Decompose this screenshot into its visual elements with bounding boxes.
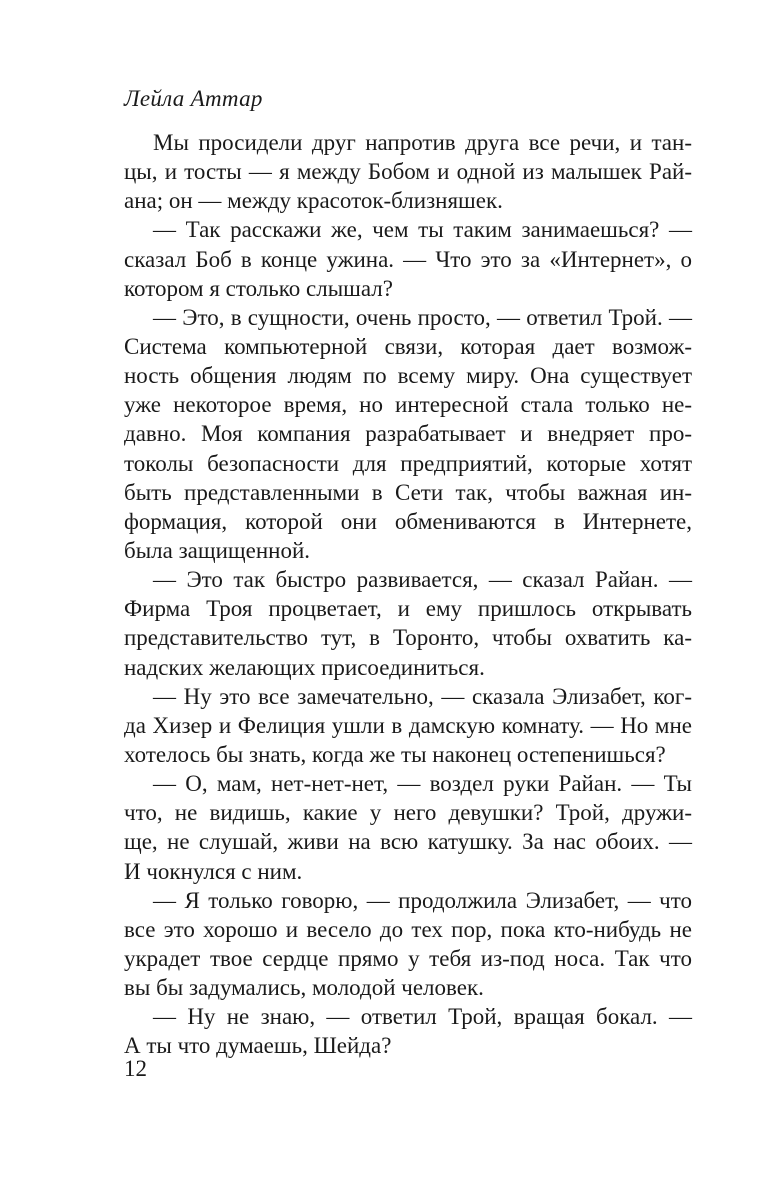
text-line: — Это, в сущности, очень просто, — ответил Трой. — bbox=[153, 304, 692, 330]
text-line: — Это так быстро развивается, — сказал Райан. — bbox=[153, 567, 692, 593]
text-line: сказал Боб в конце ужина. — Что это за «Интернет», о bbox=[124, 246, 692, 272]
text-line: быть представленными в Сети так, чтобы важная ин- bbox=[124, 479, 692, 505]
text-line: украдет твое сердце прямо у тебя из-под носа. Так что bbox=[124, 945, 692, 971]
body-text bbox=[124, 128, 692, 1061]
text-line: уже некоторое время, но интересной стала только не- bbox=[124, 392, 692, 418]
text-line: что, не видишь, какие у него девушки? Трой, дружи- bbox=[124, 800, 692, 826]
text-line: Мы просидели друг напротив друга все речи, и тан- bbox=[153, 130, 692, 155]
text-line: Система компьютерной связи, которая дает возмож- bbox=[124, 333, 692, 359]
text-line: давно. Моя компания разрабатывает и внедряет про- bbox=[124, 421, 692, 447]
running-header-author: Лейла Аттар bbox=[124, 86, 263, 111]
text-line: — Ну это все замечательно, — сказала Элизабет, ког- bbox=[153, 683, 692, 709]
text-line: ность общения людям по всему миру. Она существует bbox=[124, 363, 692, 389]
text-line: И чокнулся с ним. bbox=[124, 858, 303, 884]
text-line: хотелось бы знать, когда же ты наконец остепенишься? bbox=[124, 741, 666, 767]
text-line: была защищенной. bbox=[124, 537, 310, 563]
text-line: — Ну не знаю, — ответил Трой, вращая бокал. — bbox=[153, 1004, 692, 1030]
text-line: цы, и тосты — я между Бобом и одной из малышек Рай- bbox=[124, 159, 692, 185]
text-line: надских желающих присоединиться. bbox=[124, 654, 485, 680]
page-number: 12 bbox=[124, 1056, 147, 1081]
text-line: котором я столько слышал? bbox=[124, 275, 393, 301]
text-line: токолы безопасности для предприятий, которые хотят bbox=[124, 450, 692, 476]
text-line: — Так расскажи же, чем ты таким занимаешься? — bbox=[153, 217, 692, 243]
text-line: — О, мам, нет-нет-нет, — воздел руки Райан. — Ты bbox=[153, 771, 692, 797]
text-line: — Я только говорю, — продолжила Элизабет, — что bbox=[153, 887, 692, 913]
text-line: ана; он — между красоток-близняшек. bbox=[124, 188, 503, 214]
text-line: все это хорошо и весело до тех пор, пока кто-нибудь не bbox=[124, 916, 692, 942]
text-line: ще, не слушай, живи на всю катушку. За нас обоих. — bbox=[124, 829, 692, 855]
text-line: Фирма Троя процветает, и ему пришлось открывать bbox=[124, 596, 692, 622]
text-line: вы бы задумались, молодой человек. bbox=[124, 975, 484, 1001]
text-line: представительство тут, в Торонто, чтобы охватить ка- bbox=[124, 625, 692, 651]
text-line: А ты что думаешь, Шейда? bbox=[124, 1033, 392, 1059]
text-line: формация, которой они обмениваются в Интернете, bbox=[124, 508, 692, 534]
text-line: да Хизер и Фелиция ушли в дамскую комнату. — Но мне bbox=[124, 712, 692, 738]
